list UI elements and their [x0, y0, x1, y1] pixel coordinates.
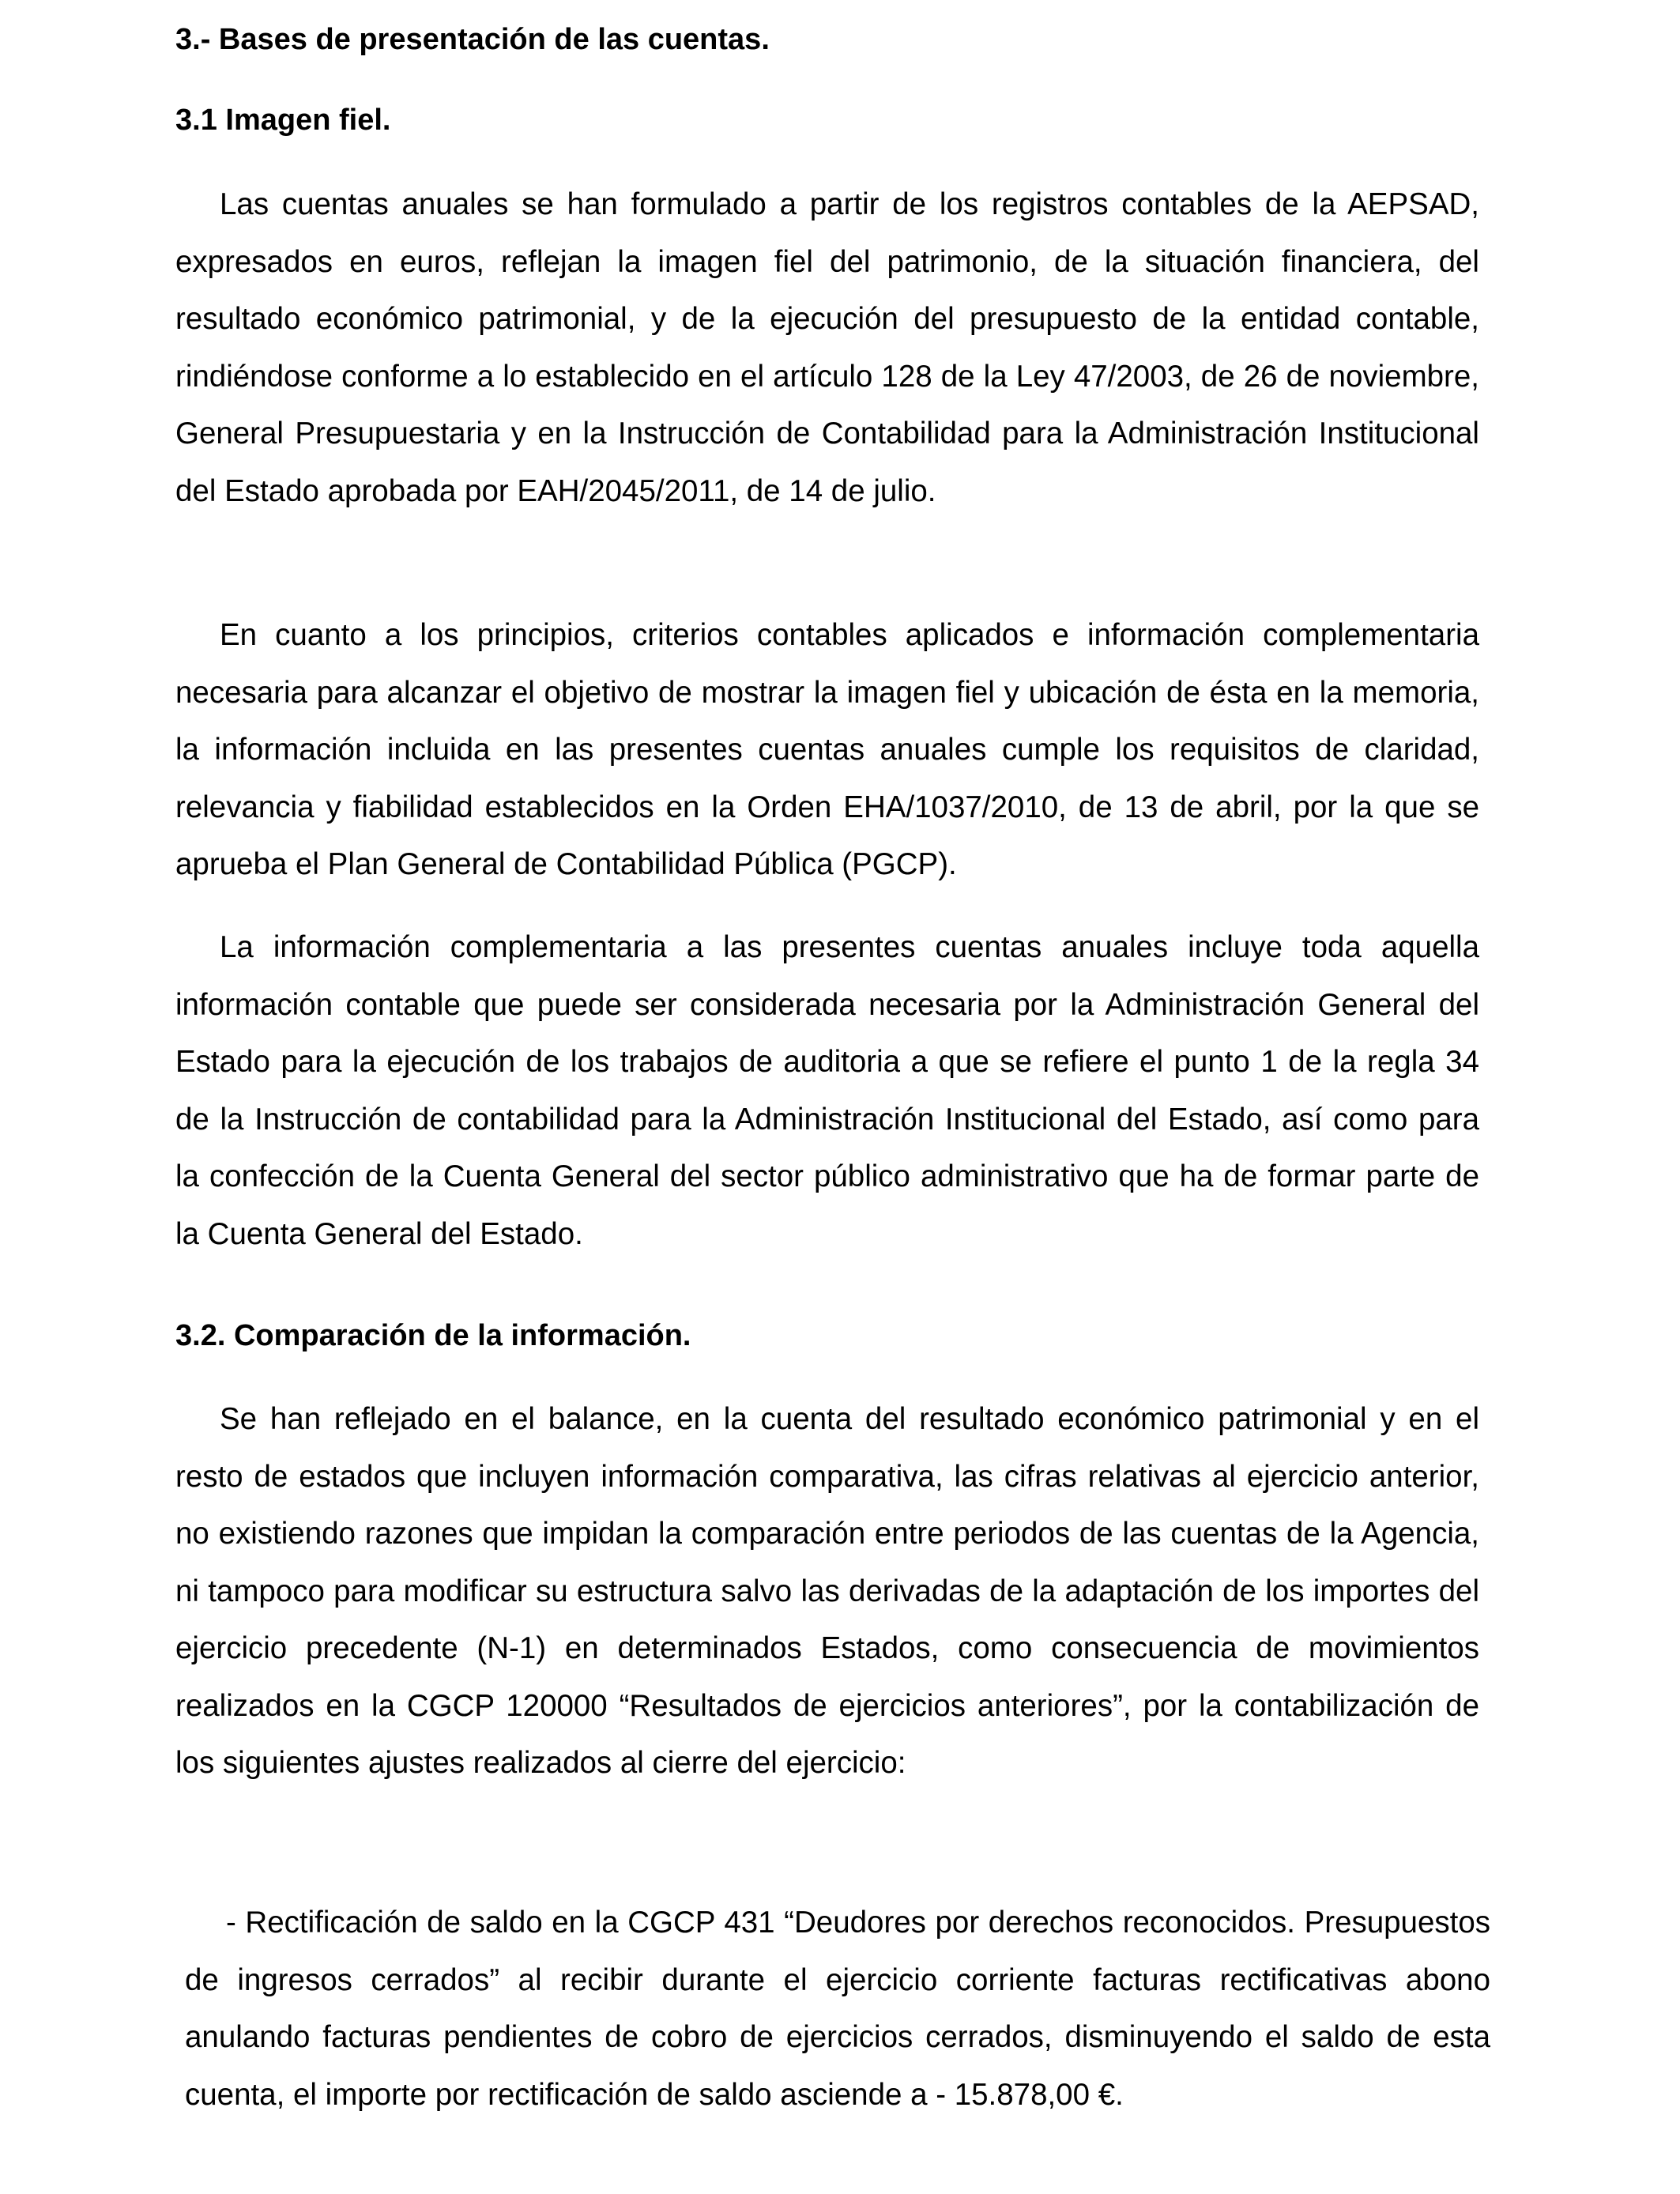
subsection-heading-comparacion: 3.2. Comparación de la información.: [175, 1319, 691, 1352]
paragraph-comparacion-1: Se han reflejado en el balance, en la cuenta del resultado económico patrimonial y en el resto de estados que incluyen información comparativa, las cifras relativas al ejercicio anterior, no existiendo razones que impidan la comparación entre periodos de las cuentas de la Agencia, ni tampoco para modificar su estructura salvo las derivadas de la adaptación de los importes del ejercicio precedente (N-1) en determinados Estados, como consecuencia de movimientos realizados en la CGCP 120000 “Resultados de ejercicios anteriores”, por la contabilización de los siguientes ajustes realizados al cierre del ejercicio:: [175, 1402, 1479, 1780]
list-item-rectificacion: - Rectificación de saldo en la CGCP 431 “Deudores por derechos reconocidos. Presupuestos de ingresos cerrados” al recibir durante el ejercicio corriente facturas rectificativas abono anulando facturas pendientes de cobro de ejercicios cerrados, disminuyendo el saldo de esta cuenta, el importe por rectificación de saldo asciende a - 15.878,00 €.: [185, 1906, 1490, 2112]
section-heading: 3.- Bases de presentación de las cuentas.: [175, 23, 770, 56]
paragraph-imagen-fiel-1: Las cuentas anuales se han formulado a partir de los registros contables de la AEPSAD, expresados en euros, reflejan la imagen fiel del patrimonio, de la situación financiera, del resultado económico patrimonial, y de la ejecución del presupuesto de la entidad contable, rindiéndose conforme a lo establecido en el artículo 128 de la Ley 47/2003, de 26 de noviembre, General Presupuestaria y en la Instrucción de Contabilidad para la Administración Institucional del Estado aprobada por EAH/2045/2011, de 14 de julio.: [175, 187, 1479, 508]
paragraph-imagen-fiel-2: En cuanto a los principios, criterios contables aplicados e información complementaria necesaria para alcanzar el objetivo de mostrar la imagen fiel y ubicación de ésta en la memoria, la información incluida en las presentes cuentas anuales cumple los requisitos de claridad, relevancia y fiabilidad establecidos en la Orden EHA/1037/2010, de 13 de abril, por la que se aprueba el Plan General de Contabilidad Pública (PGCP).: [175, 618, 1479, 881]
paragraph-imagen-fiel-3: La información complementaria a las presentes cuentas anuales incluye toda aquella información contable que puede ser considerada necesaria por la Administración General del Estado para la ejecución de los trabajos de auditoria a que se refiere el punto 1 de la regla 34 de la Instrucción de contabilidad para la Administración Institucional del Estado, así como para la confección de la Cuenta General del sector público administrativo que ha de formar parte de la Cuenta General del Estado.: [175, 930, 1479, 1251]
subsection-heading-imagen-fiel: 3.1 Imagen fiel.: [175, 104, 391, 137]
